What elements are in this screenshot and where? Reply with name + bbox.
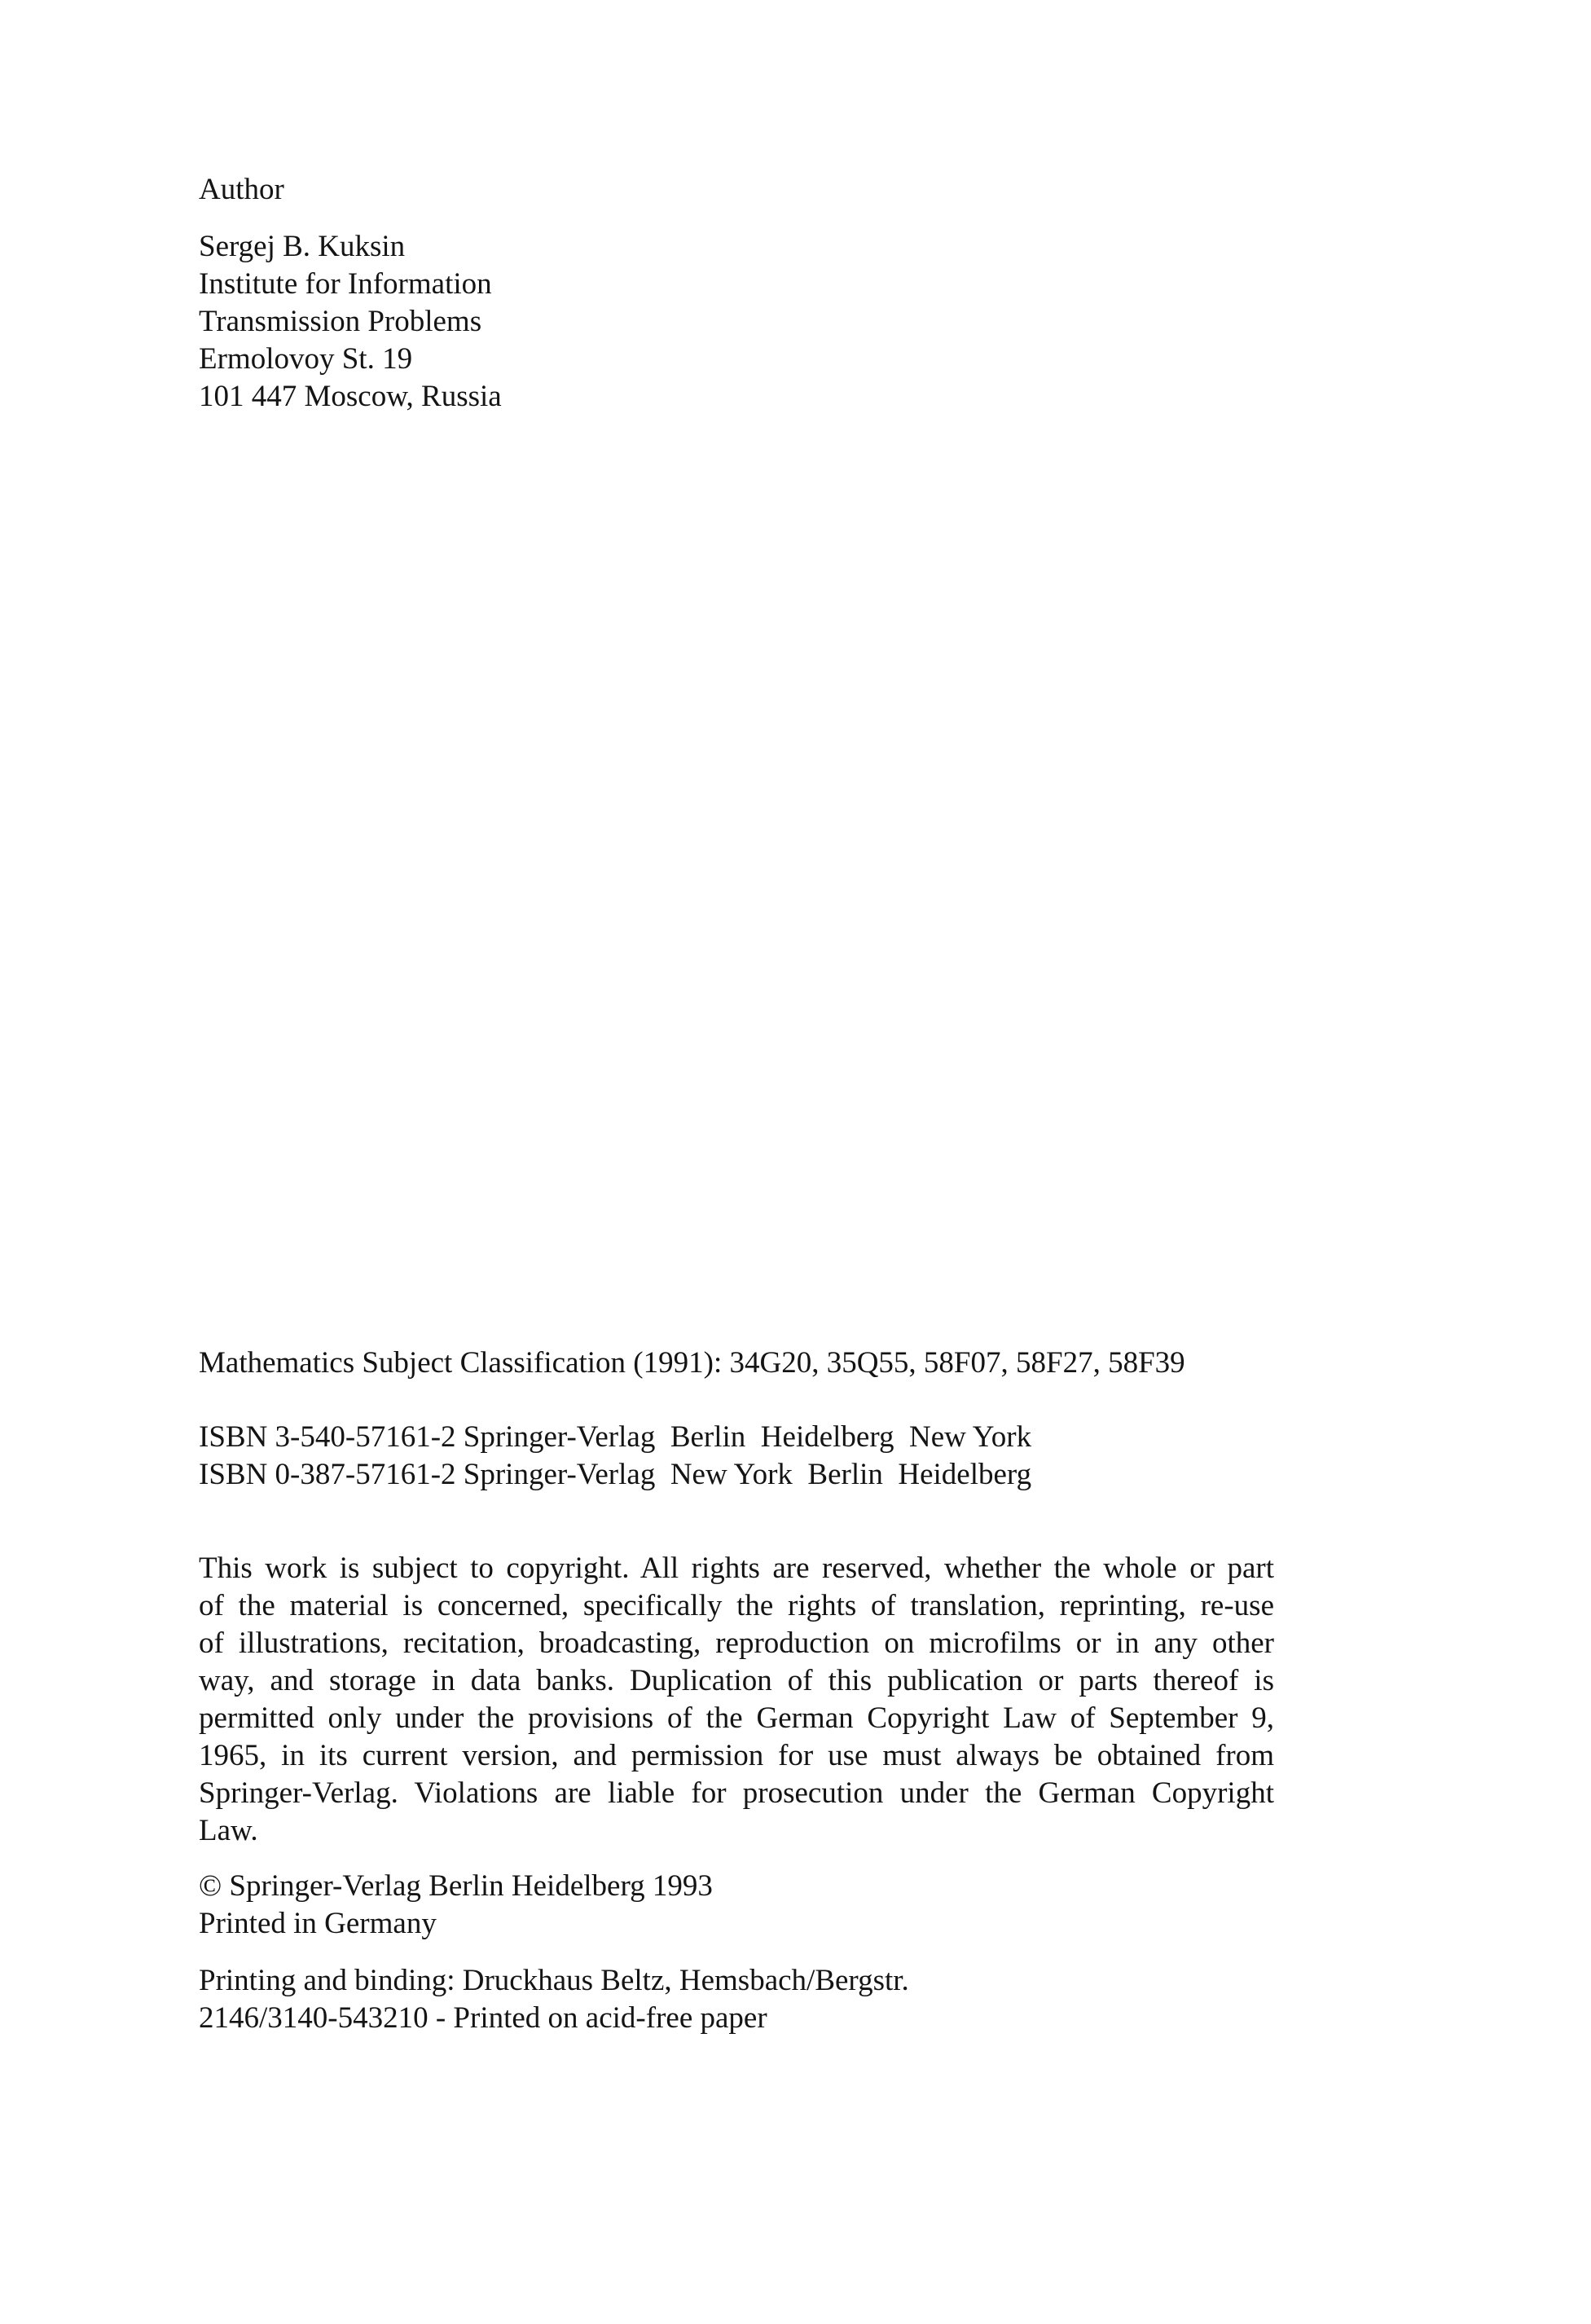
author-institute-line-1: Institute for Information: [199, 267, 492, 301]
author-name: Sergej B. Kuksin: [199, 230, 406, 263]
notice-line-6: 1965, in its current version, and permission for use must always be obtained from: [199, 1739, 1274, 1772]
classification-text: Mathematics Subject Classification (1991): 34G20, 35Q55, 58F07, 58F27, 58F39: [199, 1346, 1185, 1380]
isbn-line-2: ISBN 0-387-57161-2 Springer-Verlag New York Berlin Heidelberg: [199, 1458, 1032, 1491]
subject-classification: [199, 1345, 1282, 1382]
notice-line-3: of illustrations, recitation, broadcasting, reproduction on microfilms or in any other: [199, 1626, 1274, 1660]
isbn-block: [199, 1419, 1282, 1494]
author-address: [199, 228, 1282, 416]
author-institute-line-2: Transmission Problems: [199, 305, 482, 338]
author-street: Ermolovoy St. 19: [199, 342, 413, 376]
notice-line-1: This work is subject to copyright. All rights are reserved, whether the whole or part: [199, 1552, 1274, 1585]
printing-binding: Printing and binding: Druckhaus Beltz, Hemsbach/Bergstr.: [199, 1964, 909, 1997]
copyright-statement: [199, 1868, 1282, 1943]
notice-line-2: of the material is concerned, specifically the rights of translation, reprinting, re-use: [199, 1589, 1274, 1622]
isbn-line-1: ISBN 3-540-57161-2 Springer-Verlag Berlin Heidelberg New York: [199, 1420, 1032, 1454]
notice-line-4: way, and storage in data banks. Duplication of this publication or parts thereof is: [199, 1664, 1274, 1697]
notice-line-7: Springer-Verlag. Violations are liable for prosecution under the German Copyright: [199, 1776, 1274, 1810]
author-heading-block: [199, 171, 1282, 209]
author-heading: Author: [199, 173, 284, 206]
notice-line-5: permitted only under the provisions of the German Copyright Law of September 9,: [199, 1701, 1274, 1735]
copyright-notice: [199, 1550, 1274, 1850]
print-code: 2146/3140-543210 - Printed on acid-free paper: [199, 2001, 767, 2035]
printed-country: Printed in Germany: [199, 1907, 437, 1940]
printing-information: [199, 1962, 1282, 2037]
copyright-holder: © Springer-Verlag Berlin Heidelberg 1993: [199, 1869, 713, 1903]
author-city: 101 447 Moscow, Russia: [199, 380, 502, 413]
notice-line-8: Law.: [199, 1814, 258, 1847]
